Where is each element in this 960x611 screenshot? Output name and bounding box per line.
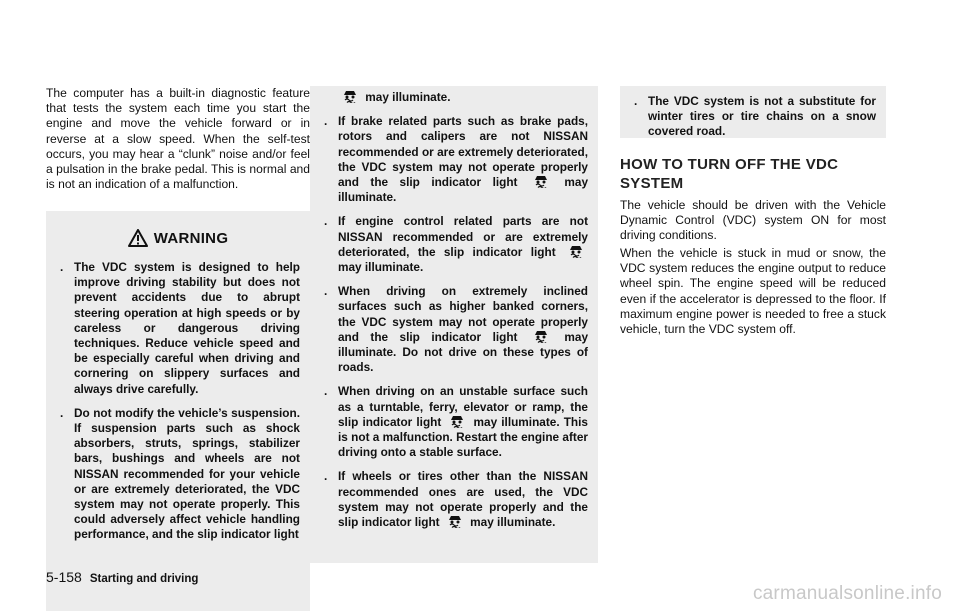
section-name: Starting and driving [89, 573, 199, 585]
slip-indicator-icon [533, 330, 549, 343]
warning-bullet [310, 284, 598, 375]
slip-indicator-icon [447, 515, 463, 528]
warning-title: WARNING [153, 229, 229, 247]
bullet-marker: . [634, 94, 638, 108]
slip-indicator-icon [568, 245, 584, 258]
warning-bullet [46, 406, 310, 543]
watermark: carmanualsonline.info [752, 583, 942, 604]
warning-box-continued [310, 86, 598, 563]
body-paragraph: When the vehicle is stuck in mud or snow, the VDC system reduces the engine output to reduce wheel spin. The engine speed will be reduced even if the accelerator is depressed to the floor. If maximum engine power is needed to free a stuck vehicle, turn the VDC system off. [620, 246, 886, 337]
continuation-line [310, 86, 598, 105]
warning-bullet [46, 260, 310, 397]
bullet-text: Do not modify the vehicle’s suspension. If suspension parts such as shock absorbers, struts, springs, stabilizer bars, bushings and wheels are not NISSAN recommended for your vehicle or are extremely deteriorated, the VDC system may not operate properly. This could adversely affect vehicle handling performance, and the slip indicator light [74, 405, 300, 542]
page-number: 5-158 [46, 569, 82, 585]
bullet-marker: . [324, 469, 328, 484]
bullet-text: The VDC system is designed to help improve driving stability but does not prevent accidents due to abrupt steering operation at high speeds or by careless or dangerous driving techniques. Reduce vehicle speed and be especially careful when driving and cornering on slippery surfaces and always drive carefully. [74, 260, 300, 396]
section-heading: HOW TO TURN OFF THE VDC SYSTEM [620, 156, 839, 192]
column-1 [46, 86, 310, 542]
bullet-text: may illuminate. This is not a malfunction. Restart the engine after driving onto a stable surface. [338, 414, 588, 460]
bullet-text: If brake related parts such as brake pads, rotors and calipers are not NISSAN recommended or are extremely deteriorated, the VDC system may not operate properly and the slip indicator light [338, 114, 588, 190]
bullet-marker: . [60, 260, 64, 274]
bullet-text: The VDC system is not a substitute for winter tires or tire chains on a snow covered road. [648, 94, 876, 139]
warning-triangle-icon [128, 229, 148, 247]
warning-bullet [310, 384, 598, 460]
warning-box [46, 211, 310, 611]
bullet-marker: . [324, 214, 328, 229]
intro-paragraph: The computer has a built-in diagnostic feature that tests the system each time you start the engine and move the vehicle forward or in reverse at a slow speed. When the self-test occurs, you may hear a “clunk” noise and/or feel a pulsation in the brake pedal. This is normal and is not an indication of a malfunction. [46, 86, 310, 192]
body-paragraph: The vehicle should be driven with the Vehicle Dynamic Control (VDC) system ON for most driving conditions. [620, 198, 886, 243]
bullet-text: When driving on extremely inclined surfaces such as higher banked corners, the VDC system may not operate properly and the slip indicator light [338, 284, 588, 344]
bullet-text: may illuminate. [470, 515, 556, 530]
bullet-marker: . [324, 384, 328, 399]
slip-indicator-icon [449, 415, 465, 428]
warning-bullet [310, 469, 598, 530]
bullet-marker: . [60, 405, 64, 420]
bullet-text: may illuminate. [338, 260, 424, 275]
slip-indicator-icon [342, 90, 358, 103]
bullet-text: If wheels or tires other than the NISSAN recommended ones are used, the VDC system may not operate properly and the slip indicator light [338, 469, 588, 530]
warning-bullet [310, 214, 598, 275]
continuation-text: may illuminate. [365, 90, 451, 104]
bullet-text: may illuminate. Do not drive on these types of roads. [338, 329, 589, 375]
warning-header [46, 211, 310, 251]
bullet-marker: . [324, 284, 328, 299]
page-footer [46, 569, 198, 585]
warning-bullet [620, 94, 886, 140]
bullet-text: may illuminate. [338, 175, 589, 205]
bullet-text: When driving on an unstable surface such as a turntable, ferry, elevator or ramp, the slip indicator light [338, 384, 588, 429]
slip-indicator-icon [533, 175, 549, 188]
bullet-marker: . [324, 114, 328, 129]
warning-box-continued [620, 86, 886, 138]
bullet-text: If engine control related parts are not NISSAN recommended or are extremely deteriorated, the slip indicator light [338, 214, 588, 259]
warning-bullet [310, 114, 598, 205]
